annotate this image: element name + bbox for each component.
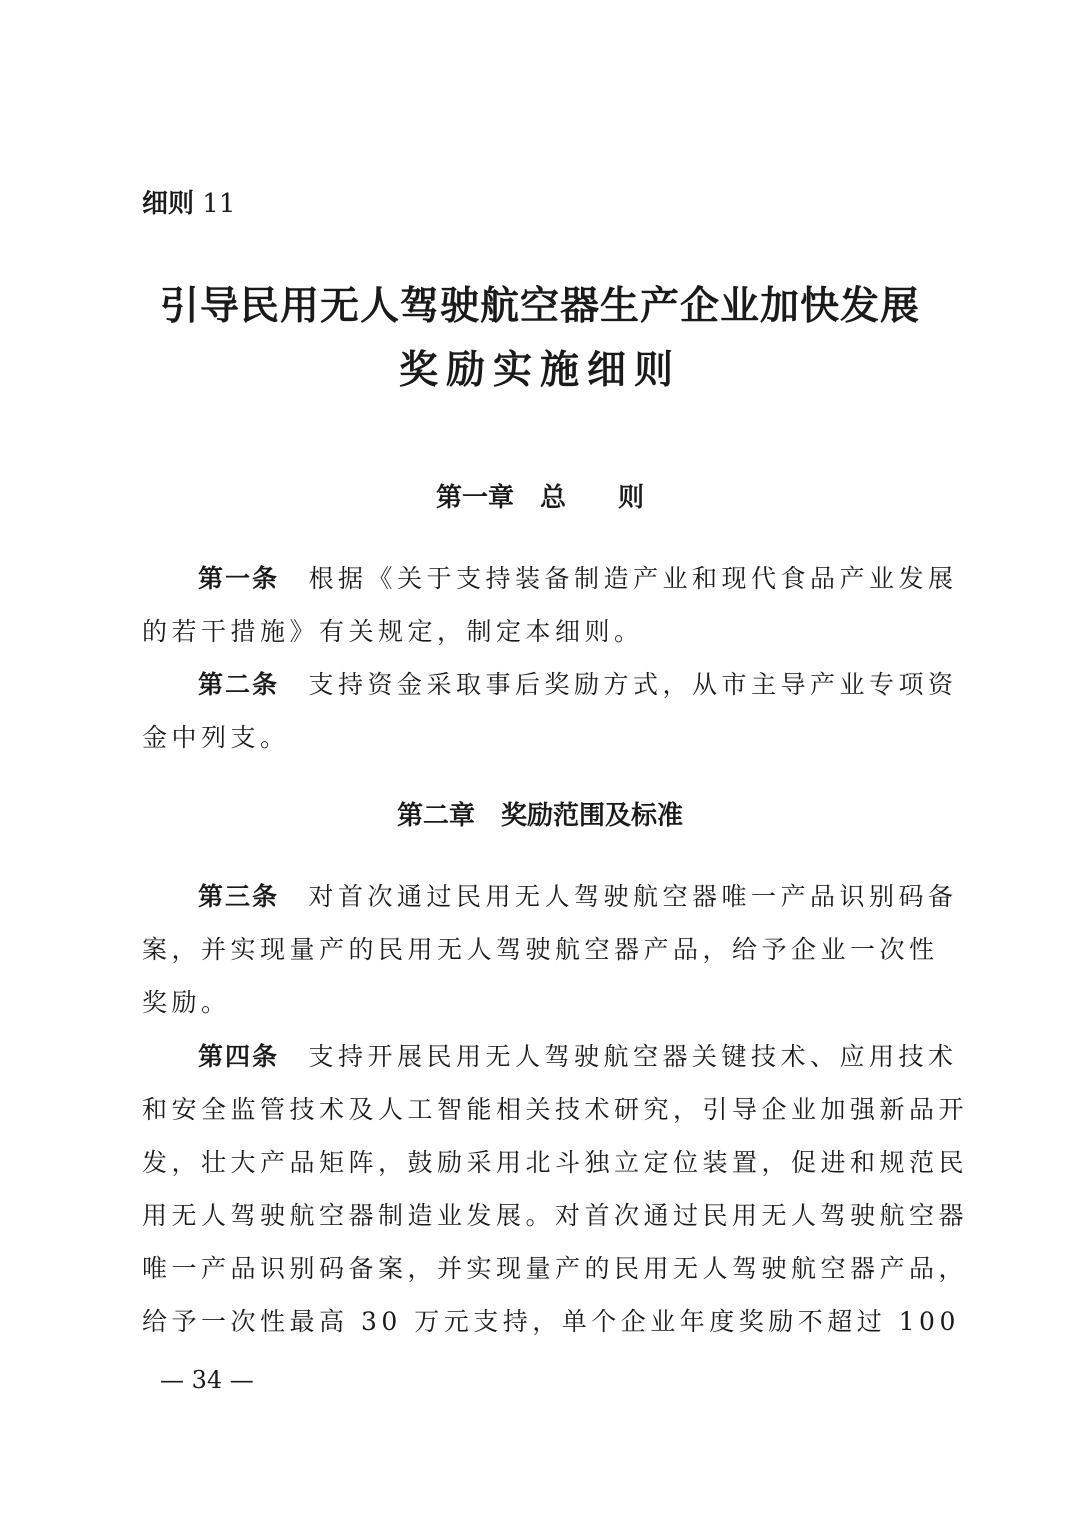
document-label-prefix: 细则 <box>142 189 195 219</box>
article-4-text-line5: 唯一产品识别码备案，并实现量产的民用无人驾驶航空器产品， <box>142 1254 969 1283</box>
article-4-text-line6: 给予一次性最高 30 万元支持，单个企业年度奖励不超过 100 <box>142 1307 960 1336</box>
document-label <box>142 184 235 224</box>
article-1-label: 第一条 <box>198 564 280 593</box>
document-label-number: 11 <box>202 189 236 219</box>
chapter-2-heading: 第二章 奖励范围及标准 <box>396 801 683 831</box>
article-1-text-line1: 根据《关于支持装备制造产业和现代食品产业发展 <box>308 564 958 593</box>
page-number: — 34 — <box>160 1366 254 1394</box>
article-2-text-line2: 金中列支。 <box>142 723 290 752</box>
article-2 <box>142 658 958 764</box>
article-3 <box>142 870 958 1029</box>
article-2-text-line1: 支持资金采取事后奖励方式，从市主导产业专项资 <box>308 670 958 699</box>
article-3-text-line2: 案，并实现量产的民用无人驾驶航空器产品，给予企业一次性 <box>142 935 939 964</box>
article-4 <box>142 1030 969 1348</box>
document-title-line1: 引导民用无人驾驶航空器生产企业加快发展 <box>159 283 920 329</box>
document-title-line2: 奖励实施细则 <box>398 347 681 393</box>
article-3-text-line1: 对首次通过民用无人驾驶航空器唯一产品识别码备 <box>308 882 958 911</box>
article-2-label: 第二条 <box>198 670 280 699</box>
article-1-text-line2: 的若干措施》有关规定，制定本细则。 <box>142 617 644 646</box>
article-3-text-line3: 奖励。 <box>142 988 231 1017</box>
article-4-text-line1: 支持开展民用无人驾驶航空器关键技术、应用技术 <box>308 1042 958 1071</box>
article-3-label: 第三条 <box>198 882 280 911</box>
article-4-text-line4: 用无人驾驶航空器制造业发展。对首次通过民用无人驾驶航空器 <box>142 1201 969 1230</box>
article-4-label: 第四条 <box>198 1042 280 1071</box>
article-4-text-line3: 发，壮大产品矩阵，鼓励采用北斗独立定位装置，促进和规范民 <box>142 1148 969 1177</box>
chapter-1-heading: 第一章 总 则 <box>435 483 644 513</box>
article-1 <box>142 552 958 658</box>
article-4-text-line2: 和安全监管技术及人工智能相关技术研究，引导企业加强新品开 <box>142 1095 969 1124</box>
